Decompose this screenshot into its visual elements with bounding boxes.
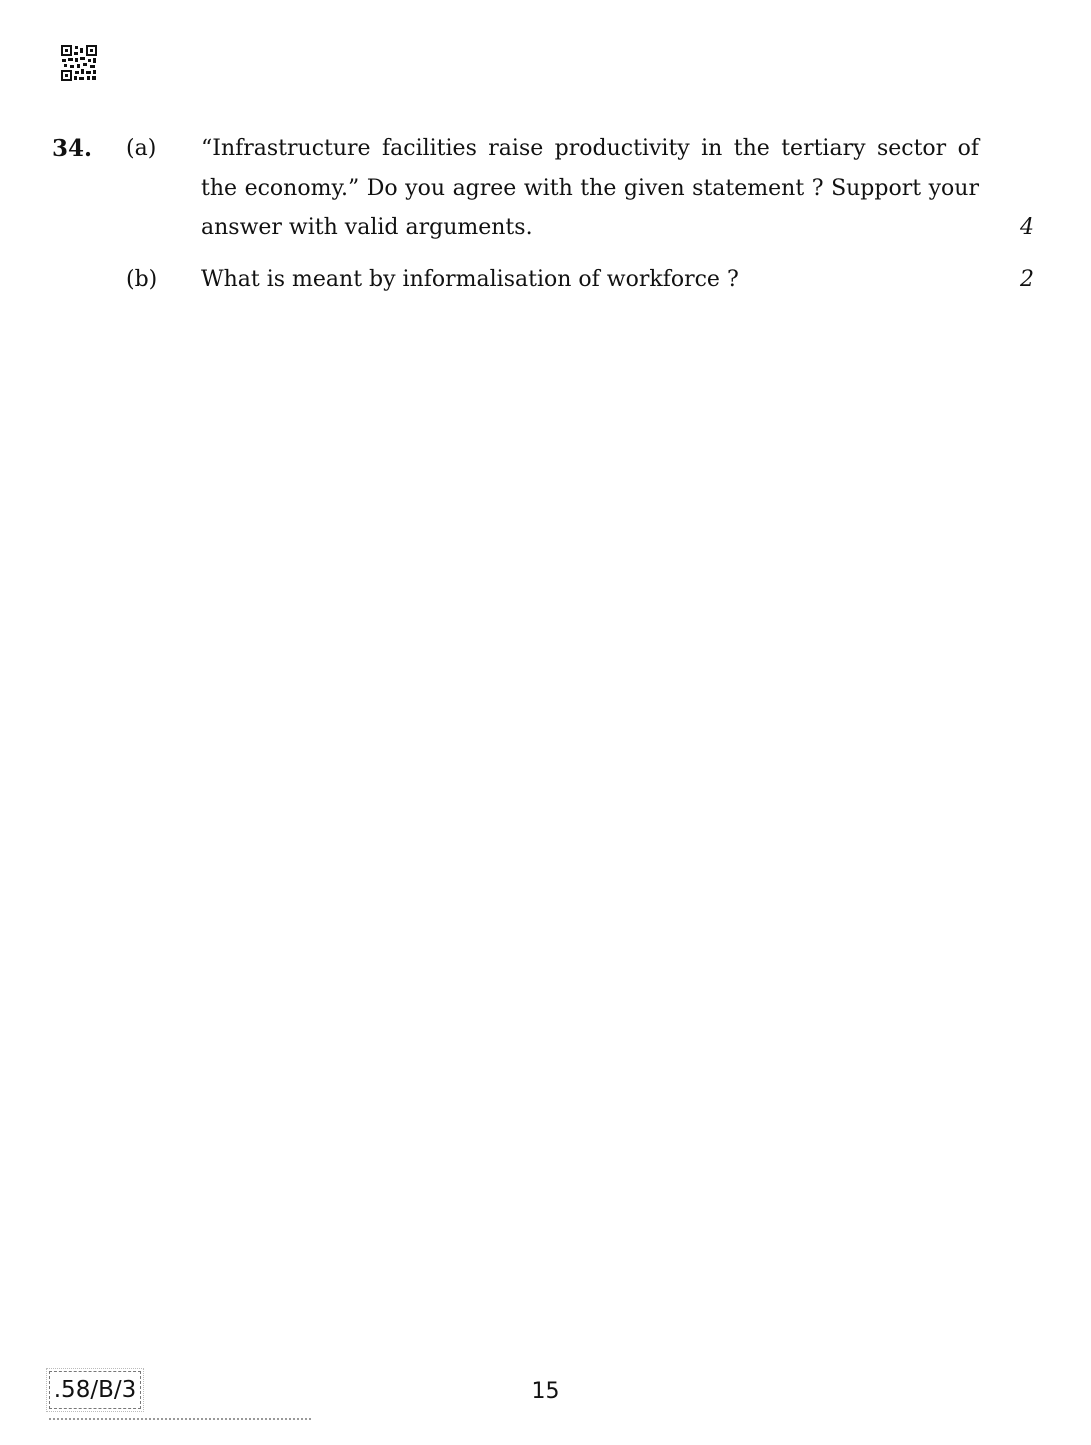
part-a-label: (a) bbox=[126, 136, 157, 161]
page-number: 15 bbox=[531, 1379, 560, 1404]
part-a-marks: 4 bbox=[1020, 215, 1034, 240]
question-number: 34. bbox=[52, 135, 93, 162]
part-b-text: What is meant by informalisation of workforce ? bbox=[201, 267, 739, 292]
part-a-text: “Infrastructure facilities raise productivity in the tertiary sector of the economy.” Do you agree with the given statement ? Support your answer with valid arguments. bbox=[201, 136, 979, 240]
footer-divider bbox=[49, 1418, 311, 1420]
part-b-label: (b) bbox=[126, 267, 158, 292]
paper-code-box: .58/B/3 bbox=[49, 1371, 141, 1409]
qr-code-icon bbox=[61, 45, 97, 81]
part-b-marks: 2 bbox=[1020, 267, 1034, 292]
